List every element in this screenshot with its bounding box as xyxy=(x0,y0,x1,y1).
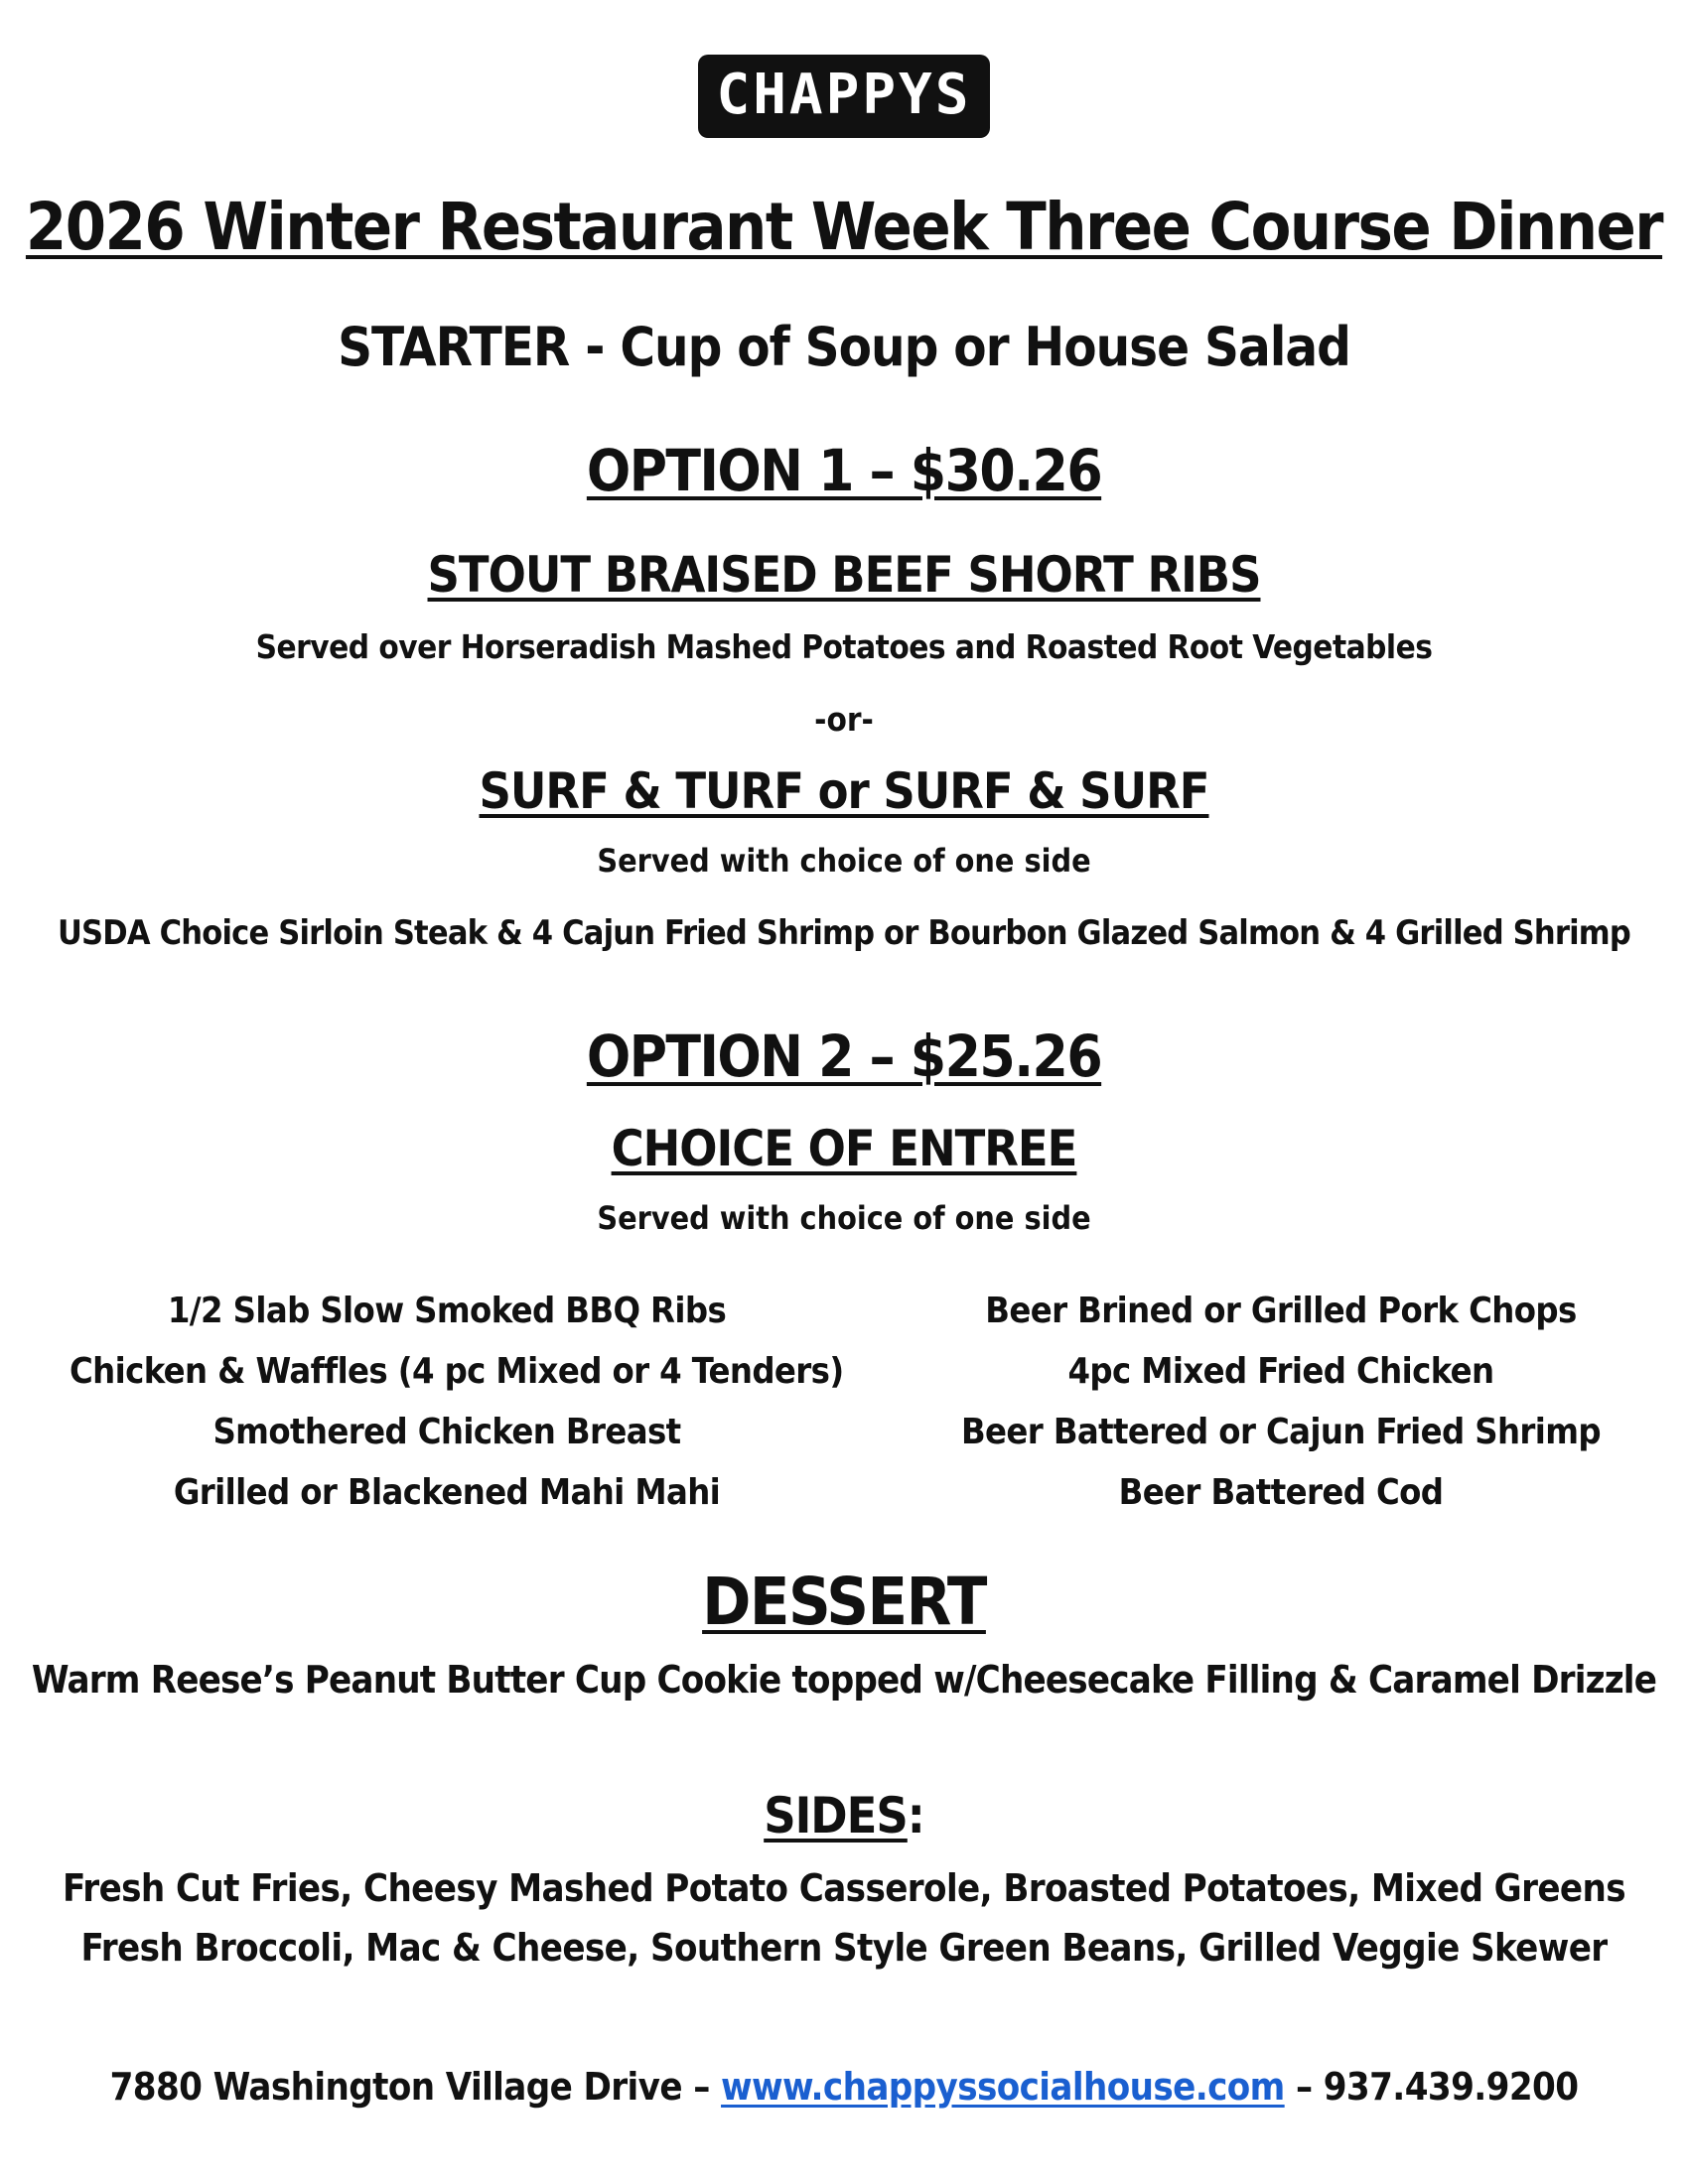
entree-list-left xyxy=(70,1281,844,1523)
choice-of-entree-description: Served with choice of one side xyxy=(597,1199,1091,1237)
dessert-description: Warm Reese’s Peanut Butter Cup Cookie topped w/Cheesecake Filling & Caramel Drizzle xyxy=(31,1658,1657,1702)
list-item: Chicken & Waffles (4 pc Mixed or 4 Tenders) xyxy=(70,1351,844,1392)
list-item: Grilled or Blackened Mahi Mahi xyxy=(173,1472,721,1513)
sides-line-1: Fresh Cut Fries, Cheesy Mashed Potato Casserole, Broasted Potatoes, Mixed Greens xyxy=(62,1866,1626,1910)
choice-of-entree-title: CHOICE OF ENTREE xyxy=(611,1120,1077,1177)
sides-heading-row xyxy=(0,1787,1688,1844)
surf-turf-description: Served with choice of one side xyxy=(597,842,1091,880)
dessert-heading: DESSERT xyxy=(702,1564,986,1640)
list-item: 4pc Mixed Fried Chicken xyxy=(1067,1351,1494,1392)
list-item: Smothered Chicken Breast xyxy=(212,1412,681,1452)
short-ribs-description: Served over Horseradish Mashed Potatoes and Roasted Root Vegetables xyxy=(255,627,1433,666)
entree-list-right xyxy=(904,1281,1658,1523)
starter-line: STARTER - Cup of Soup or House Salad xyxy=(338,316,1350,378)
chappys-logo: CHAPPYS xyxy=(698,55,989,138)
or-separator: -or- xyxy=(814,700,874,739)
short-ribs-title: STOUT BRAISED BEEF SHORT RIBS xyxy=(427,546,1261,604)
option-2-heading: OPTION 2 – $25.26 xyxy=(586,1023,1102,1090)
list-item: Beer Battered or Cajun Fried Shrimp xyxy=(960,1412,1602,1452)
sides-heading: SIDES xyxy=(764,1787,908,1844)
surf-turf-title: SURF & TURF or SURF & SURF xyxy=(479,762,1209,820)
option-1-heading: OPTION 1 – $30.26 xyxy=(586,437,1102,504)
sides-line-2: Fresh Broccoli, Mac & Cheese, Southern Style Green Beans, Grilled Veggie Skewer xyxy=(80,1926,1608,1970)
logo-container xyxy=(0,55,1688,138)
list-item: Beer Battered Cod xyxy=(1118,1472,1444,1513)
footer-phone: – 937.439.9200 xyxy=(1284,2065,1579,2109)
sides-heading-colon: : xyxy=(907,1787,924,1844)
footer-address: 7880 Washington Village Drive – xyxy=(109,2065,722,2109)
surf-turf-detail: USDA Choice Sirloin Steak & 4 Cajun Fried Shrimp or Bourbon Glazed Salmon & 4 Grilled Shrimp xyxy=(58,913,1630,953)
footer xyxy=(0,2065,1688,2109)
website-link[interactable]: www.chappyssocialhouse.com xyxy=(721,2065,1285,2109)
list-item: Beer Brined or Grilled Pork Chops xyxy=(985,1291,1577,1331)
list-item: 1/2 Slab Slow Smoked BBQ Ribs xyxy=(167,1291,727,1331)
page-title: 2026 Winter Restaurant Week Three Course Dinner xyxy=(25,189,1663,265)
